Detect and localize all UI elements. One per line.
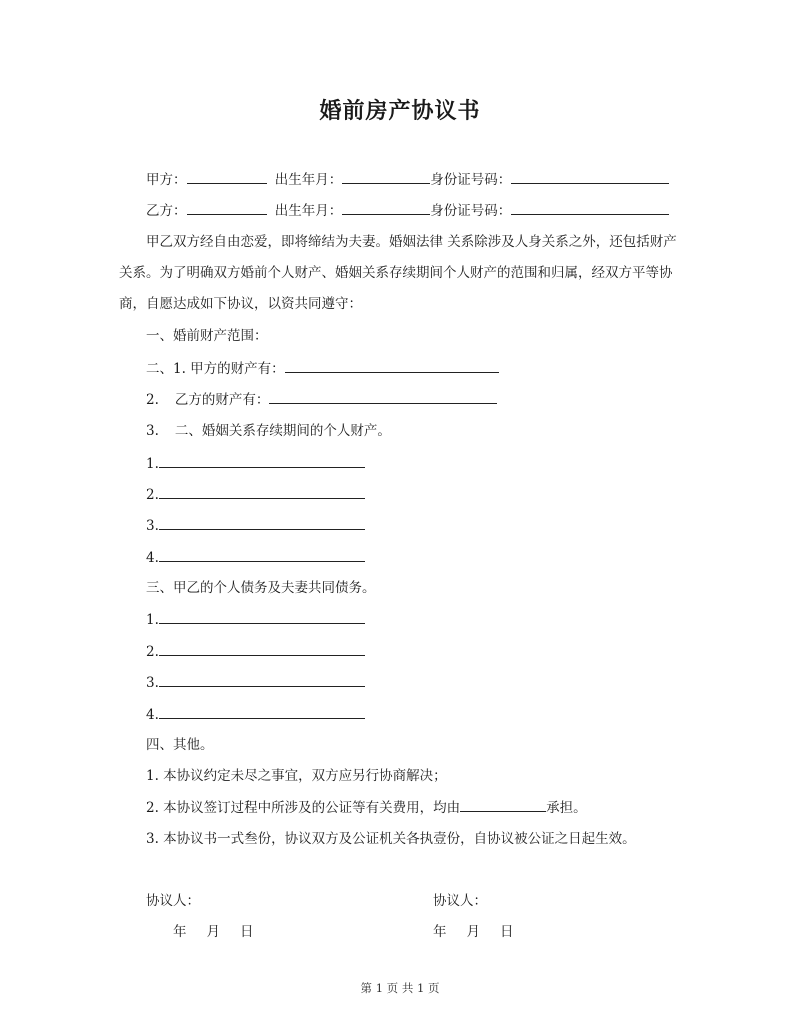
item-number: 2. [146, 487, 159, 503]
party-b-row [146, 200, 669, 221]
list-item [146, 547, 365, 568]
item-number: 2. [146, 644, 159, 660]
month-label: 月 [466, 924, 480, 940]
section3-heading: 三、甲乙的个人债务及夫妻共同债务。 [146, 580, 376, 596]
list-item [146, 609, 365, 630]
marital-property-num: 3. [146, 423, 159, 439]
party-b-label: 乙方： [146, 203, 187, 219]
party-a-id-blank[interactable] [511, 169, 669, 184]
day-label: 日 [500, 924, 514, 940]
party-b-id-label: 身份证号码： [430, 203, 512, 219]
total-page-number: 1 [416, 981, 425, 995]
party-a-birth-label: 出生年月： [274, 172, 343, 188]
item-number: 4. [146, 550, 159, 566]
item-blank[interactable] [159, 547, 365, 562]
section4-heading: 四、其他。 [146, 737, 214, 753]
party-b-birth-blank[interactable] [342, 200, 430, 215]
item-number: 1. [146, 612, 159, 628]
year-label: 年 [173, 924, 187, 940]
party-a-property-label: 二、1. 甲方的财产有： [146, 361, 285, 377]
item-number: 4. [146, 707, 159, 723]
signatory-right-label: 协议人： [433, 893, 487, 909]
document-title: 婚前房产协议书 [319, 98, 481, 124]
item-number: 3. [146, 675, 159, 691]
date-right [433, 922, 514, 942]
item-blank[interactable] [159, 641, 365, 656]
year-label: 年 [433, 924, 447, 940]
section1-heading: 一、婚前财产范围： [146, 328, 268, 344]
party-b-property-num: 2. [146, 392, 159, 408]
item-blank[interactable] [159, 484, 365, 499]
list-item [146, 672, 365, 693]
party-b-birth-label: 出生年月： [274, 203, 343, 219]
item-blank[interactable] [159, 609, 365, 624]
intro-line-1: 甲乙双方经自由恋爱，即将缔结为夫妻。婚姻法律 关系除涉及人身关系之外，还包括财产 [146, 234, 677, 250]
clause-2-text: 2. 本协议签订过程中所涉及的公证等有关费用，均由 [146, 800, 461, 816]
current-page-number: 1 [375, 981, 384, 995]
date-left [173, 922, 254, 942]
clause-1: 1. 本协议约定未尽之事宜，双方应另行协商解决； [146, 768, 447, 784]
list-item [146, 453, 365, 474]
marital-property-row [146, 421, 391, 441]
party-b-name-blank[interactable] [187, 200, 267, 215]
party-a-birth-blank[interactable] [342, 169, 430, 184]
party-a-row [146, 169, 669, 190]
party-a-property-row [146, 358, 499, 379]
clause-2-suffix: 承担。 [546, 800, 587, 816]
intro-line-3: 商，自愿达成如下协议，以资共同遵守： [119, 296, 362, 312]
footer-suffix: 页 [427, 981, 440, 995]
party-b-property-row [146, 389, 497, 410]
signatory-left-label: 协议人： [146, 893, 200, 909]
party-a-id-label: 身份证号码： [430, 172, 512, 188]
marital-property-heading: 二、婚姻关系存续期间的个人财产。 [174, 423, 391, 439]
list-item [146, 484, 365, 505]
intro-line-2: 关系。为了明确双方婚前个人财产、婚姻关系存续期间个人财产的范围和归属，经双方平等协 [119, 265, 673, 281]
item-blank[interactable] [159, 704, 365, 719]
clause-3: 3. 本协议书一式叁份，协议双方及公证机关各执壹份，自协议被公证之日起生效。 [146, 831, 636, 847]
item-blank[interactable] [159, 453, 365, 468]
list-item [146, 641, 365, 662]
party-b-property-blank[interactable] [269, 389, 497, 404]
list-item [146, 704, 365, 725]
item-blank[interactable] [159, 672, 365, 687]
item-number: 1. [146, 456, 159, 472]
party-a-property-blank[interactable] [285, 358, 499, 373]
footer-prefix: 第 [360, 981, 373, 995]
list-item [146, 515, 365, 536]
fee-bearer-blank[interactable] [460, 797, 546, 812]
item-blank[interactable] [159, 515, 365, 530]
party-b-property-label: 乙方的财产有： [174, 392, 270, 408]
footer-middle: 页 共 [386, 981, 414, 995]
clause-2 [146, 797, 587, 818]
month-label: 月 [206, 924, 220, 940]
party-a-name-blank[interactable] [187, 169, 267, 184]
page-footer [0, 980, 800, 996]
day-label: 日 [240, 924, 254, 940]
party-a-label: 甲方： [146, 172, 187, 188]
party-b-id-blank[interactable] [511, 200, 669, 215]
item-number: 3. [146, 518, 159, 534]
